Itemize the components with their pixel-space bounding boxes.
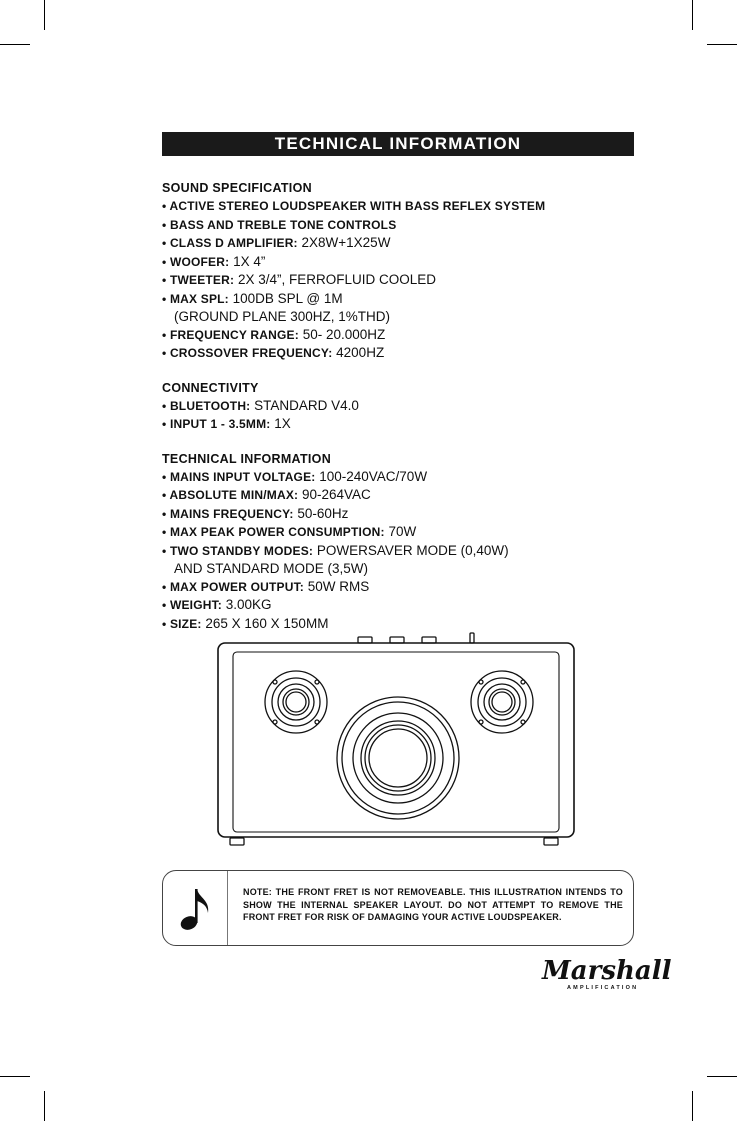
spec-value: 100-240VAC/70W	[315, 468, 428, 484]
bullet: •	[162, 254, 170, 269]
spec-item	[162, 216, 632, 235]
bullet: •	[162, 273, 170, 287]
bullet: •	[162, 616, 170, 631]
crop-mark	[0, 1076, 30, 1077]
spec-label: WEIGHT:	[169, 598, 222, 612]
spec-value: 50-60Hz	[293, 505, 349, 521]
crop-mark	[44, 0, 45, 30]
spec-label: WOOFER:	[169, 254, 230, 269]
bullet: •	[162, 291, 170, 306]
note-divider	[227, 871, 228, 945]
spec-value: 70W	[384, 524, 417, 539]
spec-item	[162, 486, 632, 505]
bullet: •	[162, 417, 170, 431]
spec-item	[162, 468, 632, 487]
foot	[230, 838, 244, 845]
spec-label: BLUETOOTH:	[169, 398, 251, 413]
crop-mark	[692, 1091, 693, 1121]
section-heading: SOUND SPECIFICATION	[162, 181, 312, 195]
spec-value-continued: AND STANDARD MODE (3,5W)	[174, 561, 369, 576]
bullet: •	[162, 525, 170, 539]
spec-label: ACTIVE STEREO LOUDSPEAKER WITH BASS REFLEX SYSTEM	[169, 199, 546, 213]
spec-item	[162, 397, 632, 416]
spec-item	[162, 253, 632, 272]
spec-continuation	[162, 308, 632, 326]
woofer	[337, 697, 459, 819]
spec-value-continued: (GROUND PLANE 300HZ, 1%THD)	[174, 309, 391, 324]
spec-label: CROSSOVER FREQUENCY:	[169, 346, 333, 360]
spec-item	[162, 505, 632, 524]
spec-label: FREQUENCY RANGE:	[169, 327, 299, 342]
foot	[544, 838, 558, 845]
spec-item	[162, 596, 632, 615]
crop-mark	[707, 44, 737, 45]
bullet: •	[162, 488, 170, 502]
tweeter-right	[471, 671, 533, 733]
spec-item	[162, 271, 632, 290]
crop-mark	[692, 0, 693, 30]
crop-mark	[0, 44, 30, 45]
spec-label: MAX PEAK POWER CONSUMPTION:	[169, 525, 385, 539]
spec-value: 265 X 160 X 150MM	[201, 615, 329, 631]
spec-value: 1X	[270, 416, 291, 431]
spec-item	[162, 234, 632, 253]
spec-label: MAX POWER OUTPUT:	[169, 579, 305, 594]
spec-list	[162, 180, 632, 633]
page-title: TECHNICAL INFORMATION	[162, 132, 634, 156]
bullet: •	[162, 398, 170, 413]
spec-value: 90-264VAC	[298, 487, 371, 502]
spec-value: 1X 4”	[229, 253, 266, 269]
spec-label: TWO STANDBY MODES:	[169, 543, 314, 558]
spec-label: MAINS FREQUENCY:	[169, 506, 294, 521]
spec-label: ABSOLUTE MIN/MAX:	[169, 488, 299, 502]
spec-item	[162, 326, 632, 345]
antenna	[470, 633, 474, 643]
spec-label: BASS AND TREBLE TONE CONTROLS	[169, 217, 397, 232]
speaker-illustration	[214, 630, 580, 856]
note-box	[162, 870, 634, 946]
brand-tagline: AMPLIFICATION	[567, 985, 639, 991]
spec-label: INPUT 1 - 3.5MM:	[169, 417, 271, 431]
bullet: •	[162, 346, 170, 360]
bullet: •	[162, 469, 170, 484]
bullet: •	[162, 506, 170, 521]
control-knob	[358, 637, 372, 643]
control-knob	[422, 637, 436, 643]
bullet: •	[162, 579, 170, 594]
cabinet	[218, 643, 574, 837]
note-text: NOTE: THE FRONT FRET IS NOT REMOVEABLE. THIS ILLUSTRATION INTENDS TO SHOW THE INTERNAL SPEAKER LAYOUT. DO NOT ATTEMPT TO REMOVE THE FRONT FRET FOR RISK OF DAMAGING YOUR ACTIVE LOUDSPEAKER.	[243, 887, 623, 922]
spec-label: SIZE:	[169, 616, 202, 631]
spec-value: 2X8W+1X25W	[297, 235, 391, 250]
control-knob	[390, 637, 404, 643]
spec-item	[162, 523, 632, 542]
crop-mark	[44, 1091, 45, 1121]
section-gap	[162, 363, 632, 380]
spec-value: 4200HZ	[332, 345, 385, 360]
spec-value: 3.00KG	[222, 597, 272, 612]
spec-item	[162, 415, 632, 434]
spec-value: POWERSAVER MODE (0,40W)	[313, 542, 509, 558]
bullet: •	[162, 236, 170, 250]
spec-item	[162, 290, 632, 309]
bullet: •	[162, 598, 170, 612]
spec-value: STANDARD V4.0	[250, 397, 359, 413]
section-gap	[162, 434, 632, 451]
spec-value: 50W RMS	[304, 578, 370, 594]
spec-label: CLASS D AMPLIFIER:	[169, 236, 298, 250]
spec-label: TWEETER:	[169, 273, 235, 287]
crop-mark	[707, 1076, 737, 1077]
spec-value: 50- 20.000HZ	[298, 326, 386, 342]
bullet: •	[162, 543, 170, 558]
spec-item	[162, 578, 632, 597]
spec-item	[162, 344, 632, 363]
spec-continuation	[162, 560, 632, 578]
spec-value: 100DB SPL @ 1M	[228, 290, 343, 306]
section-heading: TECHNICAL INFORMATION	[162, 451, 332, 466]
bullet: •	[162, 199, 170, 213]
bullet: •	[162, 327, 170, 342]
music-note-icon	[177, 885, 213, 933]
tweeter-left	[265, 671, 327, 733]
spec-value: 2X 3/4”, FERROFLUID COOLED	[234, 272, 436, 287]
bullet: •	[162, 217, 170, 232]
spec-item	[162, 542, 632, 561]
section-heading: CONNECTIVITY	[162, 380, 259, 395]
spec-label: MAINS INPUT VOLTAGE:	[169, 469, 316, 484]
spec-label: MAX SPL:	[169, 291, 229, 306]
spec-item	[162, 197, 632, 216]
brand-logo	[540, 953, 672, 987]
svg-text:Marshall: Marshall	[542, 956, 672, 986]
